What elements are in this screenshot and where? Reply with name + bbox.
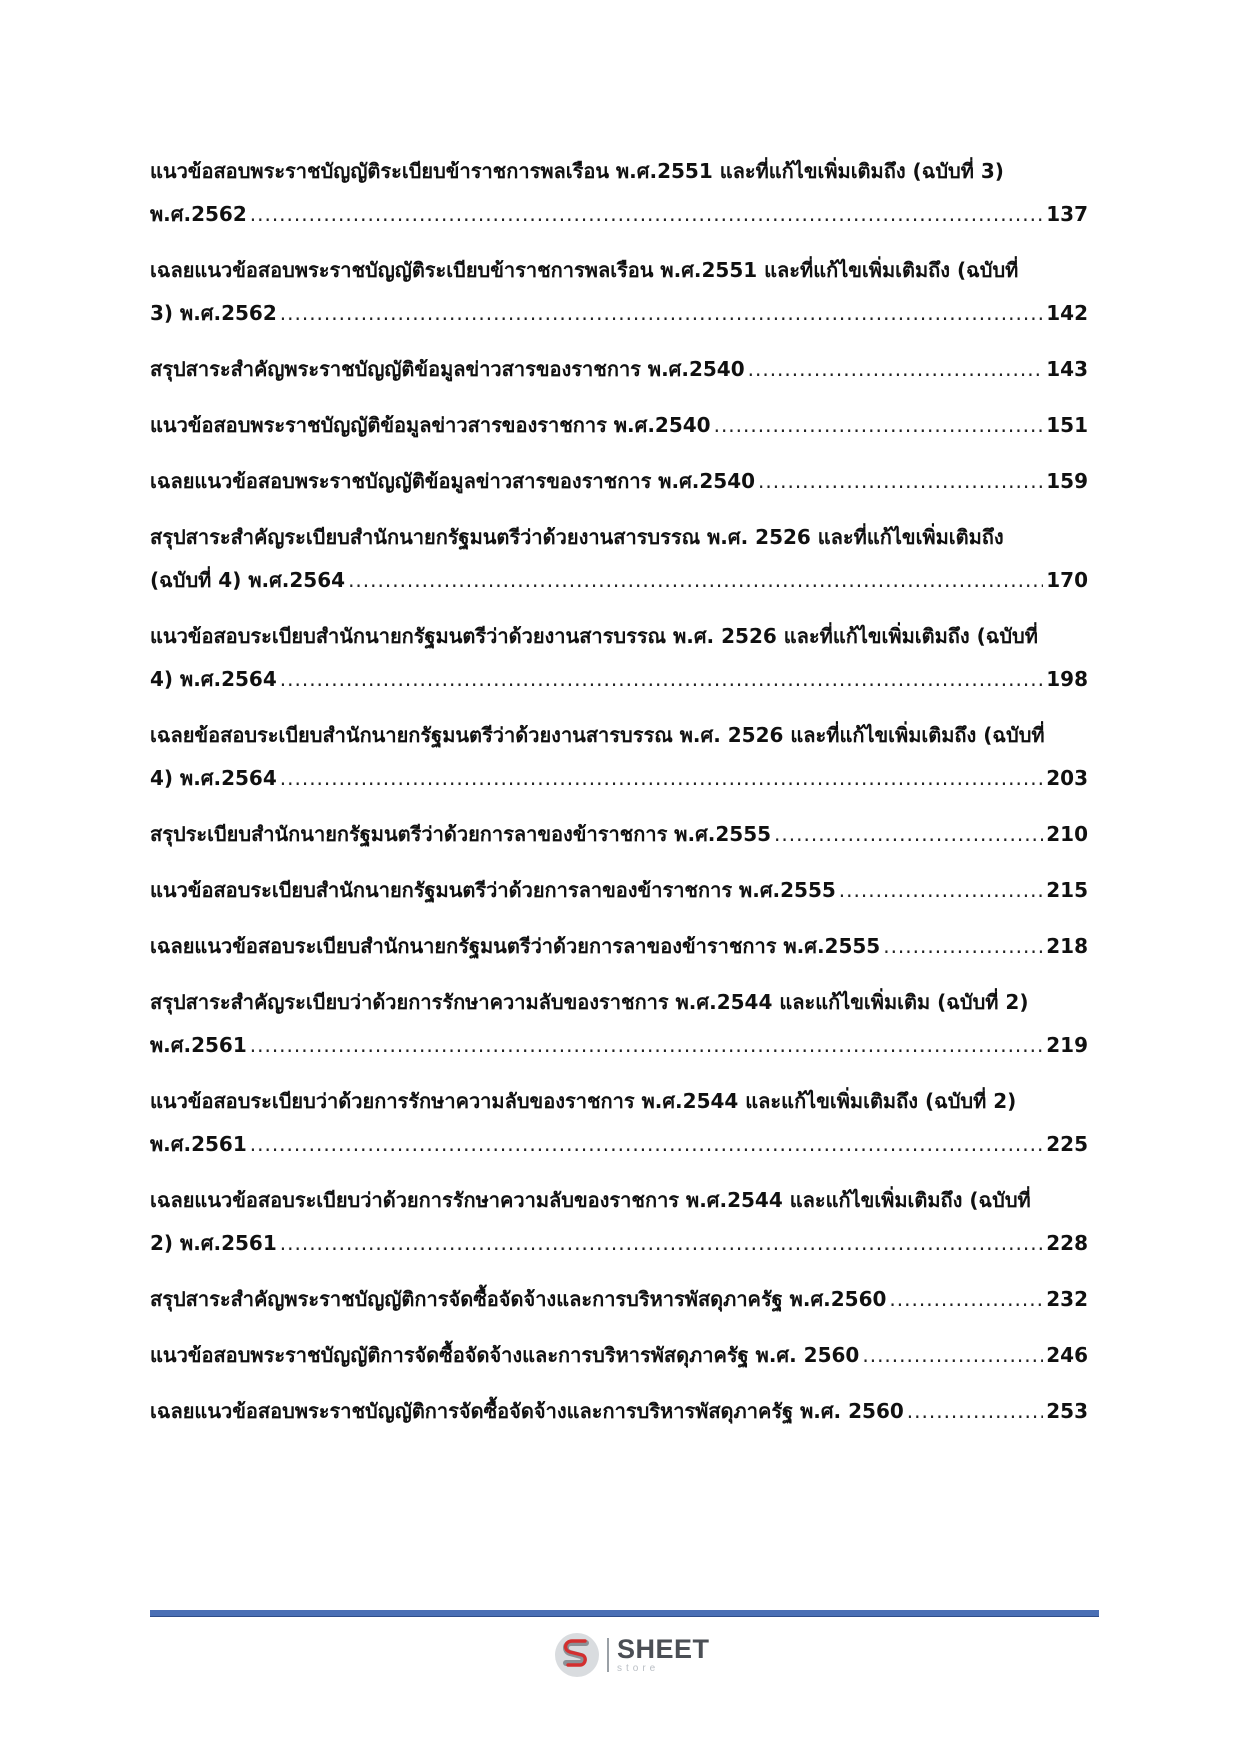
- toc-entry-title: เฉลยข้อสอบระเบียบสำนักนายกรัฐมนตรีว่าด้วยงานสารบรรณ พ.ศ. 2526 และที่แก้ไขเพิ่มเติมถึง (ฉบับที่: [150, 723, 1045, 747]
- toc-entry-title-continuation: พ.ศ.2562: [150, 202, 247, 226]
- toc-entry-title: เฉลยแนวข้อสอบพระราชบัญญัติการจัดซื้อจัดจ้างและการบริหารพัสดุภาครัฐ พ.ศ. 2560: [150, 1399, 904, 1423]
- toc-entry-title: แนวข้อสอบพระราชบัญญัติข้อมูลข่าวสารของราชการ พ.ศ.2540: [150, 413, 711, 437]
- dot-leader: [348, 559, 1043, 602]
- dot-leader: [250, 193, 1044, 236]
- toc-entry-title: เฉลยแนวข้อสอบพระราชบัญญัติข้อมูลข่าวสารของราชการ พ.ศ.2540: [150, 469, 756, 493]
- toc-page-number: 137: [1046, 202, 1088, 226]
- toc-entry-title: สรุปสาระสำคัญพระราชบัญญัติการจัดซื้อจัดจ้างและการบริหารพัสดุภาครัฐ พ.ศ.2560: [150, 1287, 887, 1311]
- toc-entry-leader-line: [150, 1390, 1088, 1433]
- toc-entry[interactable]: [150, 348, 1088, 391]
- toc-entry-leader-line: [150, 869, 1088, 912]
- toc-page-number: 159: [1046, 469, 1088, 493]
- toc-entry[interactable]: [150, 516, 1088, 602]
- dot-leader: [714, 404, 1044, 447]
- toc-entry-title-continuation: (ฉบับที่ 4) พ.ศ.2564: [150, 568, 346, 592]
- toc-entry-leader-line: [150, 925, 1088, 968]
- toc-entry[interactable]: [150, 981, 1088, 1067]
- toc-entry-title: เฉลยแนวข้อสอบพระราชบัญญัติระเบียบข้าราชการพลเรือน พ.ศ.2551 และที่แก้ไขเพิ่มเติมถึง (ฉบับที่: [150, 258, 1019, 282]
- toc-entry-leader-line: [150, 1024, 1088, 1067]
- toc-entry-title: สรุปสาระสำคัญระเบียบว่าด้วยการรักษาความลับของราชการ พ.ศ.2544 และแก้ไขเพิ่มเติม (ฉบับที่ 2): [150, 990, 1029, 1014]
- toc-entry[interactable]: [150, 714, 1088, 800]
- toc-entry-leader-line: [150, 658, 1088, 701]
- toc-page-number: 219: [1046, 1033, 1088, 1057]
- toc-entry-leader-line: [150, 813, 1088, 856]
- toc-page-number: 246: [1046, 1343, 1088, 1367]
- toc-page-number: 253: [1046, 1399, 1088, 1423]
- table-of-contents: [150, 150, 1088, 1446]
- toc-entry[interactable]: [150, 1080, 1088, 1166]
- toc-entry-leader-line: [150, 559, 1088, 602]
- toc-entry[interactable]: [150, 925, 1088, 968]
- dot-leader: [250, 1123, 1044, 1166]
- toc-page-number: 151: [1046, 413, 1088, 437]
- toc-entry-title-continuation: พ.ศ.2561: [150, 1132, 247, 1156]
- toc-entry-leader-line: [150, 1278, 1088, 1321]
- toc-page-number: 232: [1046, 1287, 1088, 1311]
- toc-entry-leader-line: [150, 1123, 1088, 1166]
- dot-leader: [907, 1390, 1043, 1433]
- toc-page-number: 203: [1046, 766, 1088, 790]
- footer-divider: [150, 1610, 1099, 1617]
- toc-entry-title: สรุปสาระสำคัญพระราชบัญญัติข้อมูลข่าวสารของราชการ พ.ศ.2540: [150, 357, 745, 381]
- toc-entry-leader-line: [150, 193, 1088, 236]
- toc-entry-title: แนวข้อสอบพระราชบัญญัติการจัดซื้อจัดจ้างและการบริหารพัสดุภาครัฐ พ.ศ. 2560: [150, 1343, 860, 1367]
- toc-entry[interactable]: [150, 404, 1088, 447]
- toc-page-number: 210: [1046, 822, 1088, 846]
- dot-leader: [862, 1334, 1043, 1377]
- dot-leader: [280, 1222, 1043, 1265]
- toc-page-number: 215: [1046, 878, 1088, 902]
- logo-separator: [607, 1638, 609, 1672]
- toc-entry[interactable]: [150, 249, 1088, 335]
- toc-entry-title: สรุปสาระสำคัญระเบียบสำนักนายกรัฐมนตรีว่าด้วยงานสารบรรณ พ.ศ. 2526 และที่แก้ไขเพิ่มเติมถึง: [150, 525, 1004, 549]
- toc-entry[interactable]: [150, 813, 1088, 856]
- toc-entry-title: สรุประเบียบสำนักนายกรัฐมนตรีว่าด้วยการลาของข้าราชการ พ.ศ.2555: [150, 822, 772, 846]
- sheet-store-logo: [553, 1630, 710, 1680]
- toc-entry-title: แนวข้อสอบระเบียบว่าด้วยการรักษาความลับของราชการ พ.ศ.2544 และแก้ไขเพิ่มเติมถึง (ฉบับที่ 2): [150, 1089, 1017, 1113]
- toc-entry-title: เฉลยแนวข้อสอบระเบียบว่าด้วยการรักษาความลับของราชการ พ.ศ.2544 และแก้ไขเพิ่มเติมถึง (ฉบับที่: [150, 1188, 1031, 1212]
- toc-entry-title: เฉลยแนวข้อสอบระเบียบสำนักนายกรัฐมนตรีว่าด้วยการลาของข้าราชการ พ.ศ.2555: [150, 934, 881, 958]
- toc-entry-title-continuation: พ.ศ.2561: [150, 1033, 247, 1057]
- sheet-store-s-icon: [553, 1631, 601, 1679]
- dot-leader: [280, 757, 1043, 800]
- toc-entry-leader-line: [150, 404, 1088, 447]
- toc-entry-title-continuation: 4) พ.ศ.2564: [150, 766, 277, 790]
- toc-page-number: 198: [1046, 667, 1088, 691]
- toc-entry-title: แนวข้อสอบระเบียบสำนักนายกรัฐมนตรีว่าด้วยการลาของข้าราชการ พ.ศ.2555: [150, 878, 836, 902]
- dot-leader: [748, 348, 1044, 391]
- toc-entry-title-continuation: 2) พ.ศ.2561: [150, 1231, 277, 1255]
- toc-page-number: 142: [1046, 301, 1088, 325]
- toc-page-number: 228: [1046, 1231, 1088, 1255]
- dot-leader: [889, 1278, 1043, 1321]
- dot-leader: [883, 925, 1043, 968]
- logo-name: SHEET: [617, 1634, 710, 1664]
- toc-entry-title-continuation: 3) พ.ศ.2562: [150, 301, 277, 325]
- toc-page-number: 170: [1046, 568, 1088, 592]
- toc-entry-leader-line: [150, 757, 1088, 800]
- toc-entry[interactable]: [150, 1179, 1088, 1265]
- dot-leader: [280, 292, 1043, 335]
- dot-leader: [250, 1024, 1044, 1067]
- toc-entry[interactable]: [150, 150, 1088, 236]
- toc-entry[interactable]: [150, 1334, 1088, 1377]
- logo-subtitle: store: [617, 1663, 660, 1674]
- toc-page-number: 143: [1046, 357, 1088, 381]
- toc-entry[interactable]: [150, 460, 1088, 503]
- toc-entry-leader-line: [150, 348, 1088, 391]
- toc-entry-leader-line: [150, 460, 1088, 503]
- toc-entry-title: แนวข้อสอบพระราชบัญญัติระเบียบข้าราชการพลเรือน พ.ศ.2551 และที่แก้ไขเพิ่มเติมถึง (ฉบับที่ 3): [150, 159, 1004, 183]
- toc-entry-title-continuation: 4) พ.ศ.2564: [150, 667, 277, 691]
- dot-leader: [280, 658, 1043, 701]
- toc-entry[interactable]: [150, 869, 1088, 912]
- toc-entry[interactable]: [150, 1278, 1088, 1321]
- dot-leader: [758, 460, 1043, 503]
- toc-entry-title: แนวข้อสอบระเบียบสำนักนายกรัฐมนตรีว่าด้วยงานสารบรรณ พ.ศ. 2526 และที่แก้ไขเพิ่มเติมถึง (ฉบับที่: [150, 624, 1038, 648]
- toc-entry-leader-line: [150, 1334, 1088, 1377]
- logo-wordmark: [617, 1636, 710, 1674]
- dot-leader: [839, 869, 1043, 912]
- toc-entry-leader-line: [150, 292, 1088, 335]
- toc-entry-leader-line: [150, 1222, 1088, 1265]
- dot-leader: [774, 813, 1043, 856]
- toc-page-number: 225: [1046, 1132, 1088, 1156]
- toc-entry[interactable]: [150, 1390, 1088, 1433]
- toc-entry[interactable]: [150, 615, 1088, 701]
- toc-page-number: 218: [1046, 934, 1088, 958]
